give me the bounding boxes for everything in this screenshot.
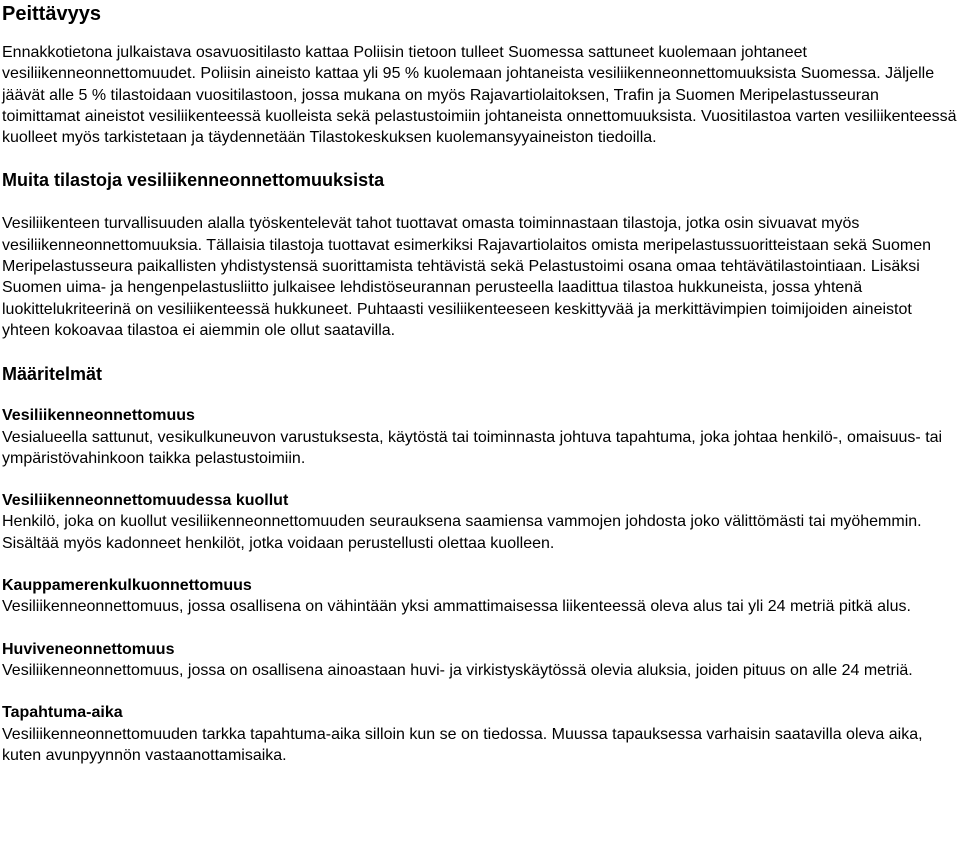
definition-term [2, 405, 958, 469]
definition-term [2, 575, 958, 618]
definition-term [2, 490, 958, 554]
intro-paragraph: Ennakkotietona julkaistava osavuositilasto kattaa Poliisin tietoon tulleet Suomessa sattuneet kuolemaan johtaneet vesiliikenneonnettomuudet. Poliisin aineisto kattaa yli 95 % kuolemaan johtaneista vesiliikenneonnettomuuksista Suomessa. Jäljelle jäävät alle 5 % tilastoidaan vuositilastoon, jossa mukana on myös Rajavartiolaitoksen, Trafin ja Suomen Meripelastusseuran toimittamat aineistot vesiliikenteessä kuolleista sekä pelastustoimiin johtaneista onnettomuuksista. Vuositilastoa varten vesiliikenteessä kuolleet myös tarkistetaan ja täydennetään Tilastokeskuksen kuolemansyyaineiston tiedoilla. [2, 44, 957, 147]
other-stats-heading: Muita tilastoja vesiliikenneonnettomuuksista [2, 170, 385, 191]
definition-term-text: Vesialueella sattunut, vesikulkuneuvon varustuksesta, käytöstä tai toiminnasta johtuva tapahtuma, joka johtaa henkilö-, omaisuus- tai ympäristövahinkoon taikka pelastustoimiin. [2, 428, 943, 467]
definition-term-title: Kauppamerenkulkuonnettomuus [2, 577, 252, 595]
definition-term-text: Vesiliikenneonnettomuuden tarkka tapahtuma-aika silloin kun se on tiedossa. Muussa tapauksessa varhaisin saatavilla oleva aika, kuten avunpyynnön vastaanottamisaika. [2, 725, 923, 764]
definition-term [2, 639, 958, 682]
definition-term-title: Vesiliikenneonnettomuudessa kuollut [2, 492, 289, 510]
page-title: Peittävyys [2, 3, 101, 25]
definitions-heading: Määritelmät [2, 364, 103, 385]
definition-term [2, 702, 958, 766]
definition-term-text: Vesiliikenneonnettomuus, jossa on osallisena ainoastaan huvi- ja virkistyskäytössä olevia aluksia, joiden pituus on alle 24 metriä. [2, 661, 913, 679]
definition-term-title: Tapahtuma-aika [2, 704, 123, 722]
definition-term-text: Henkilö, joka on kuollut vesiliikenneonnettomuuden seurauksena saamiensa vammojen johdosta joko välittömästi tai myöhemmin. Sisältää myös kadonneet henkilöt, jotka voidaan perustellusti olettaa kuolleen. [2, 513, 922, 552]
definition-term-title: Huviveneonnettomuus [2, 640, 175, 658]
definition-term-title: Vesiliikenneonnettomuus [2, 407, 195, 425]
definition-term-text: Vesiliikenneonnettomuus, jossa osallisena on vähintään yksi ammattimaisessa liikenteessä oleva alus tai yli 24 metriä pitkä alus. [2, 598, 911, 616]
other-stats-paragraph: Vesiliikenteen turvallisuuden alalla työskentelevät tahot tuottavat omasta toiminnastaan tilastoja, jotka osin sivuavat myös vesiliikenneonnettomuuksia. Tällaisia tilastoja tuottavat esimerkiksi Rajavartiolaitos omista meripelastussuoritteistaan sekä Suomen Meripelastusseura paikallisten yhdistystensä suorittamista tehtävistä sekä Pelastustoimi osana omaa tehtävätilastointiaan. Lisäksi Suomen uima- ja hengenpelastusliitto julkaisee lehdistöseurannan perusteella laadittua tilastoa hukkuneista, jossa yhtenä luokittelukriteerinä on vesiliikenteessä hukkuneet. Puhtaasti vesiliikenteeseen keskittyvää ja merkittävimpien toimijoiden aineistot yhteen kokoavaa tilastoa ei aiemmin ole ollut saatavilla. [2, 215, 932, 339]
